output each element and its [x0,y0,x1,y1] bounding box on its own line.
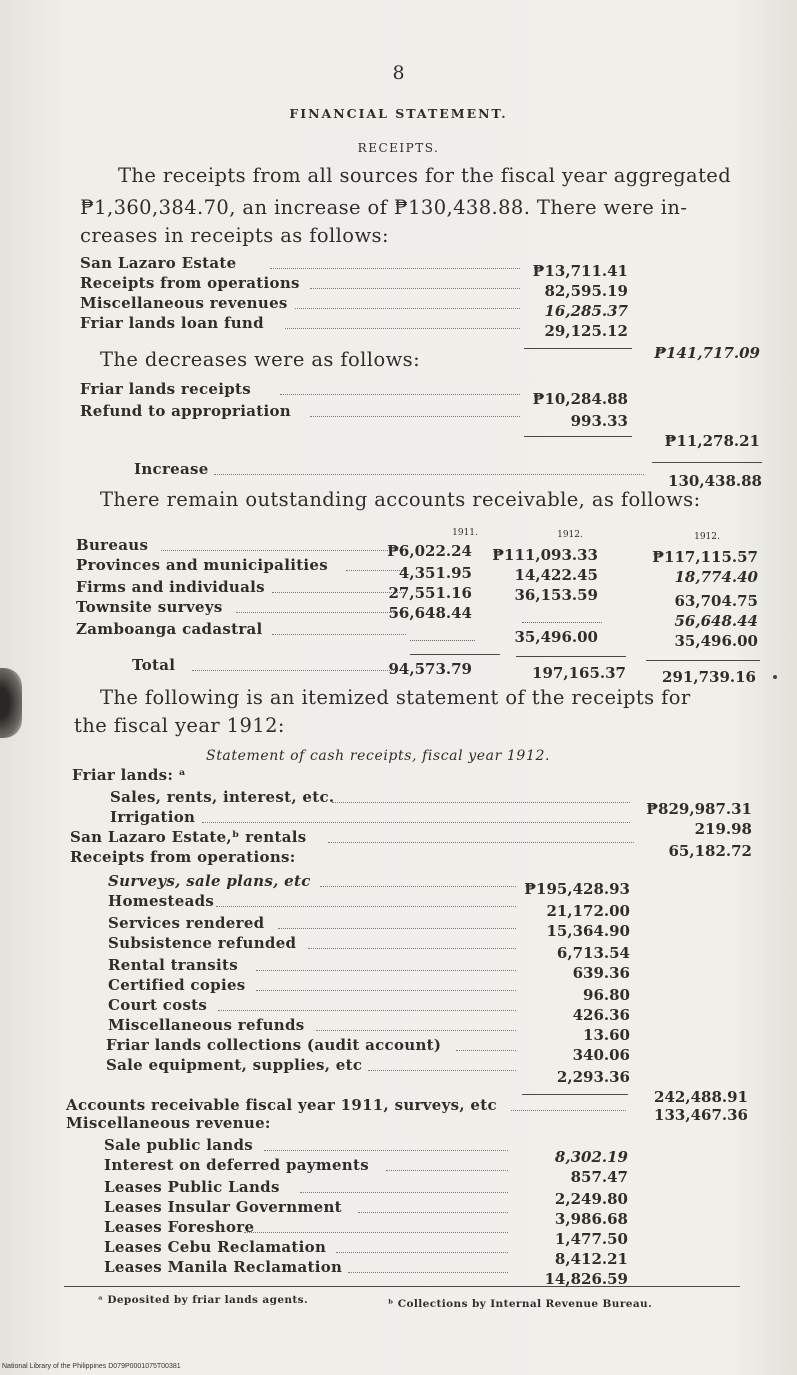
outstanding-total: ₱117,115.57 [652,548,758,566]
outstanding-row-label: Firms and individuals [76,578,265,596]
operations-row [108,956,516,976]
footnote-b: ᵇ Collections by Internal Revenue Bureau. [388,1298,653,1310]
misc-revenue-row-label: Leases Cebu Reclamation [104,1238,327,1256]
operations-row [108,892,516,912]
outstanding-total: 18,774.40 [674,568,758,586]
outstanding-1912: 36,153.59 [514,586,598,604]
outstanding-total: 35,496.00 [674,632,758,650]
misc-revenue-row-amount: 8,412.21 [554,1250,628,1268]
section-subheading: RECEIPTS. [357,141,440,155]
intro-line-2: ₱1,360,384.70, an increase of ₱130,438.88. There were in- [80,196,688,219]
decrease-row [80,380,520,400]
misc-revenue-row-label: Leases Manila Reclamation [104,1258,343,1276]
friar-lands-row [110,788,630,808]
operations-label: Receipts from operations: [70,848,296,866]
increases-total: ₱141,717.09 [654,344,760,362]
outstanding-1912: 14,422.45 [514,566,598,584]
increase-row-amount: 82,595.19 [544,282,628,300]
itemized-intro-line-1: The following is an itemized statement of the receipts for [100,686,691,709]
operations-row [108,976,516,996]
misc-revenue-row [104,1238,508,1258]
accounts-receivable-label: Accounts receivable fiscal year 1911, surveys, etc [66,1096,497,1114]
misc-revenue-heading [66,1114,366,1134]
outstanding-1912: ₱111,093.33 [492,546,598,564]
operations-row [108,872,516,892]
outstanding-row [76,578,406,598]
thumb-shadow [0,668,22,738]
misc-revenue-row-label: Leases Insular Government [104,1198,342,1216]
footnote-a: ᵃ Deposited by friar lands agents. [98,1294,309,1306]
column-header-1912-total: 1912. [694,532,720,542]
operations-row [108,996,516,1016]
outstanding-1912: 35,496.00 [514,628,598,646]
blank-dots [410,640,475,641]
misc-revenue-row-label: Interest on deferred payments [104,1156,369,1174]
section-heading: FINANCIAL STATEMENT. [289,106,508,121]
intro-line-3: creases in receipts as follows: [80,224,389,247]
outstanding-row [76,598,406,618]
friar-lands-row [110,808,630,828]
operations-row-label: Certified copies [108,976,246,994]
outstanding-row [76,556,406,576]
misc-revenue-row [104,1156,508,1176]
operations-row-amount: 340.06 [572,1046,630,1064]
decreases-intro: The decreases were as follows: [100,348,421,371]
increase-row [80,254,520,274]
column-header-1912: 1912. [557,530,583,540]
operations-row-label: Sale equipment, supplies, etc [106,1056,363,1074]
increase-row [80,314,520,334]
outstanding-grand-total: 291,739.16 [662,668,756,686]
outstanding-total-1912: 197,165.37 [532,664,626,682]
increase-row [80,274,520,294]
outstanding-row [76,536,406,556]
operations-row-label: Homesteads [108,892,215,910]
blank-dots [522,622,602,623]
itemized-intro-line-2: the fiscal year 1912: [74,714,285,737]
operations-row-amount: 6,713.54 [556,944,630,962]
outstanding-1911: ₱6,022.24 [387,542,472,560]
total-rule [652,462,762,463]
intro-line-1: The receipts from all sources for the fiscal year aggregated [118,164,732,187]
decreases-total: ₱11,278.21 [664,432,760,450]
outstanding-total-label: Total [132,656,176,674]
misc-revenue-row [104,1136,508,1156]
outstanding-1911: 4,351.95 [398,564,472,582]
misc-revenue-row-label: Sale public lands [104,1136,254,1154]
operations-heading [70,848,370,868]
decrease-row [80,402,520,422]
misc-revenue-row-amount: 1,477.50 [554,1230,628,1248]
misc-revenue-label: Miscellaneous revenue: [66,1114,271,1132]
outstanding-row-label: Zamboanga cadastral [76,620,263,638]
outstanding-row-label: Bureaus [76,536,149,554]
increase-row-label: Receipts from operations [80,274,300,292]
operations-row-label: Rental transits [108,956,238,974]
misc-revenue-row [104,1178,508,1198]
operations-row [106,1036,516,1056]
total-rule [410,654,500,655]
san-lazaro-row [70,828,634,848]
operations-row-label: Surveys, sale plans, etc [108,872,311,890]
archive-caption: National Library of the Philippines D079P0001075T00381 [2,1363,181,1370]
operations-row-label: Miscellaneous refunds [108,1016,305,1034]
operations-row [108,914,516,934]
misc-revenue-row [104,1198,508,1218]
subtotal-rule [524,436,632,437]
misc-revenue-row-amount: 2,249.80 [554,1190,628,1208]
misc-revenue-row-amount: 8,302.19 [554,1148,628,1166]
misc-revenue-row-label: Leases Foreshore [104,1218,255,1236]
outstanding-1911: 27,551.16 [388,584,472,602]
outstanding-1911: 56,648.44 [388,604,472,622]
outstanding-row-label: Provinces and municipalities [76,556,329,574]
outstanding-row [76,620,406,640]
operations-row-label: Services rendered [108,914,265,932]
increase-row-label: San Lazaro Estate [80,254,237,272]
operations-row-amount: ₱195,428.93 [524,880,630,898]
decrease-row-amount: ₱10,284.88 [532,390,628,408]
operations-row [108,934,516,954]
increase-label: Increase [134,460,209,478]
increase-row-amount: 29,125.12 [544,322,628,340]
outstanding-row-label: Townsite surveys [76,598,223,616]
subtotal-rule [524,348,632,349]
operations-total: 242,488.91 [654,1088,748,1106]
total-rule [646,660,760,661]
operations-row-label: Court costs [108,996,208,1014]
footnote-rule [64,1286,740,1287]
operations-row-amount: 639.36 [572,964,630,982]
misc-revenue-row-amount: 14,826.59 [544,1270,628,1288]
accounts-receivable-row [66,1096,626,1116]
subtotal-rule [522,1094,628,1095]
misc-revenue-row-amount: 3,986.68 [554,1210,628,1228]
operations-row-label: Subsistence refunded [108,934,297,952]
friar-lands-row-label: Irrigation [110,808,196,826]
increase-row-amount: 16,285.37 [544,302,628,320]
statement-title: Statement of cash receipts, fiscal year 1912. [206,748,551,764]
column-header-1911: 1911. [452,528,478,538]
decrease-row-label: Refund to appropriation [80,402,291,420]
operations-row-amount: 13.60 [583,1026,630,1044]
friar-lands-label: Friar lands: ᵃ [72,766,187,784]
san-lazaro-amount: 65,182.72 [668,842,752,860]
outstanding-total: 56,648.44 [674,612,758,630]
outstanding-total-1911: 94,573.79 [388,660,472,678]
decrease-row-label: Friar lands receipts [80,380,251,398]
misc-revenue-row-amount: 857.47 [570,1168,628,1186]
friar-lands-heading [72,766,372,786]
outstanding-intro: There remain outstanding accounts receivable, as follows: [100,488,701,511]
total-rule [516,656,626,657]
san-lazaro-label: San Lazaro Estate,ᵇ rentals [70,828,307,846]
operations-row-amount: 21,172.00 [546,902,630,920]
increase-value: 130,438.88 [668,472,762,490]
increase-row [80,294,520,314]
operations-row [106,1056,516,1076]
misc-revenue-row-label: Leases Public Lands [104,1178,280,1196]
decrease-row-amount: 993.33 [570,412,628,430]
outstanding-total: 63,704.75 [674,592,758,610]
misc-revenue-row [104,1218,508,1238]
friar-lands-row-amount: ₱829,987.31 [646,800,752,818]
operations-row-amount: 2,293.36 [556,1068,630,1086]
operations-row [108,1016,516,1036]
misc-revenue-row [104,1258,508,1278]
increase-row-label: Friar lands loan fund [80,314,264,332]
increase-row-label: Miscellaneous revenues [80,294,288,312]
operations-row-label: Friar lands collections (audit account) [106,1036,442,1054]
operations-row-amount: 96.80 [583,986,630,1004]
operations-row-amount: 426.36 [572,1006,630,1024]
increase-row-amount: ₱13,711.41 [532,262,628,280]
friar-lands-row-amount: 219.98 [694,820,752,838]
operations-row-amount: 15,364.90 [546,922,630,940]
increase-summary-row [134,460,644,480]
friar-lands-row-label: Sales, rents, interest, etc. [110,788,335,806]
accounts-receivable-amount: 133,467.36 [654,1106,748,1124]
page-number: 8 [392,62,405,84]
ink-spot [773,675,777,679]
